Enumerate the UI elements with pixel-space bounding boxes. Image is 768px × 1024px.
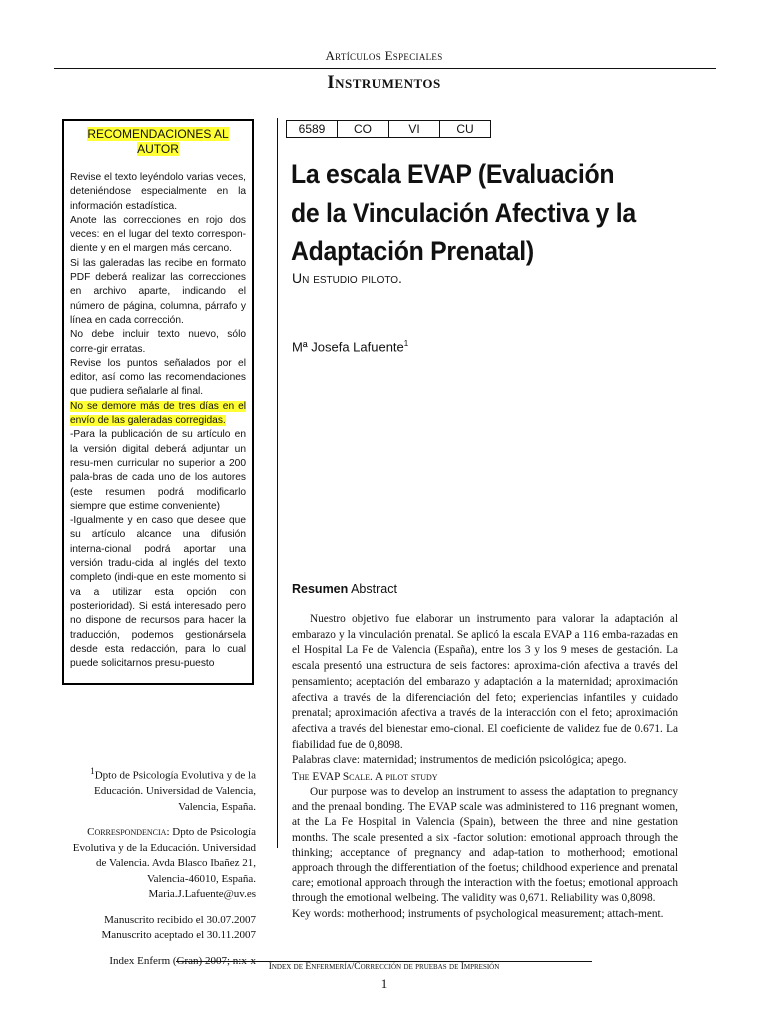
footer-text: Index de Enfermería/Corrección de pruebas de Impresión [268, 962, 500, 972]
palabras-clave: Palabras clave: maternidad; instrumentos de medición psicológica; apego. [292, 754, 627, 767]
recommendation-item: Revise el texto leyéndolo varias veces, deteniéndose especialmente en la información estadística. [70, 172, 246, 212]
english-abstract-body: Our purpose was to develop an instrument to assess the adaptation to pregnancy and the prenaal bonding. The EVAP scale was administered to 116 pregnant women, at the La Fe Hospital in Valencia (Spain), between the three and nine gestation months. The scale presented a six -factor solution: emotional approach through the thinking; acceptance of pregnancy and adap-tation to motherhood; emotional approach through the differentiation of the foetus; childhood experience and prenatal care; emotional approach through the interaction with the foetus; emotional approach through the emotional welbeing. The validity was 0,671. Reliability was 0,8098. Key words: motherhood; instruments of psychological measurement; attach-ment. [292, 785, 678, 922]
resumen-body: Nuestro objetivo fue elaborar un instrumento para valorar la adaptación al embarazo y la vinculación prenatal. Se aplicó la escala EVAP a 116 emba-razadas en el Hospital La Fe de Valencia (España), entre los 3 y los 9 meses de gestación. La escala presentó una estructura de seis factores: aproxima-ción afectiva a través del pensamiento; aceptación del embarazo y adaptación a la maternidad; aproximación afectiva a través de la diferenciación del feto; experiencias infantiles y cuidado prenatal; aproximación afectiva a través de la interacción con el feto; aproximación afectiva a través del bienestar emo-cional. El coeficiente de validez fue de 0.671. La fiabilidad fue de 0,8098. Palabras clave: maternidad; instrumentos de medición psicológica; apego. [292, 612, 678, 769]
section-title: Instrumentos [327, 72, 441, 93]
recommendation-item: -Igualmente y en caso que desee que su artículo alcance una difusión interna-cional podrá aportar una versión tradu-cida al inglés del texto completo (indi-que en este momento si va a utilizar esta opción con posterioridad). Si está interesado pero no dispone de recursos para hacer la traducción, podemos gestionársela desde esta redacción, para lo cual puede solicitarnos presu-puesto [70, 515, 246, 670]
code-cell: VI [389, 121, 440, 138]
recommendation-item: Si las galeradas las recibe en formato PDF deberá realizar las correcciones en archivo aparte, indicando el número de página, columna, párrafo y línea en cada corrección. [70, 257, 246, 326]
recommendation-item: No debe incluir texto nuevo, sólo corre-gir erratas. [70, 329, 246, 355]
recommendation-item: Anote las correcciones en rojo dos veces: en el lugar del texto correspon-diente y en el margen más cercano. [70, 214, 246, 255]
received-date: Manuscrito recibido el 30.07.2007 [104, 913, 256, 926]
page-number: 1 [380, 976, 388, 991]
header-divider [54, 68, 716, 69]
abstract-heading: Resumen Abstract [292, 582, 397, 596]
column-divider [277, 118, 278, 848]
author-recommendations-box [62, 119, 254, 685]
recommendations-body [70, 171, 246, 671]
author-name: Mª Josefa Lafuente$^1$ [292, 339, 409, 355]
article-title: La escala EVAP (Evaluación de la Vinculación Afectiva y la Adaptación Prenatal) [291, 159, 636, 266]
accepted-date: Manuscrito aceptado el 30.11.2007 [101, 929, 256, 942]
key-words: Key words: motherhood; instruments of psychological measurement; attach-ment. [292, 907, 664, 920]
recommendations-title: RECOMENDACIONES AL AUTOR [87, 127, 229, 156]
section-header: Artículos Especiales [325, 48, 443, 63]
citation: Index Enferm (Gran) 2007; n:x-x [109, 954, 256, 967]
code-cell: CO [338, 121, 389, 138]
article-code-table [286, 120, 491, 138]
code-cell: CU [440, 121, 491, 138]
correspondence: Correspondencia: Dpto de Psicología Evolutiva y de la Educación. Universidad de Valencia. Avda Blasco Ibañez 21, Valencia-46010, España. [72, 826, 256, 885]
affiliation-dept: $^1$Dpto de Psicología Evolutiva y de la Educación. Universidad de Valencia, Valencia, España. [90, 766, 256, 813]
recommendation-item: Revise los puntos señalados por el editor, así como las recomendaciones que pudiera señalarle al final. [70, 357, 246, 398]
author-affiliation [64, 764, 256, 969]
recommendation-highlight: No se demore más de tres días en el envío de las galeradas corregidas. [70, 400, 246, 427]
code-cell: 6589 [287, 121, 338, 138]
english-abstract-title: The EVAP Scale. A pilot study [292, 771, 438, 783]
author-email: Maria.J.Lafuente@uv.es [148, 888, 256, 901]
article-subtitle: Un estudio piloto. [292, 270, 402, 286]
recommendation-item: -Para la publicación de su artículo en la versión digital deberá adjuntar un resu-men curricular no superior a 200 pala-bras de cada uno de los autores (este resumen podrá modificarlo siempre que estime conveniente) [70, 429, 246, 512]
